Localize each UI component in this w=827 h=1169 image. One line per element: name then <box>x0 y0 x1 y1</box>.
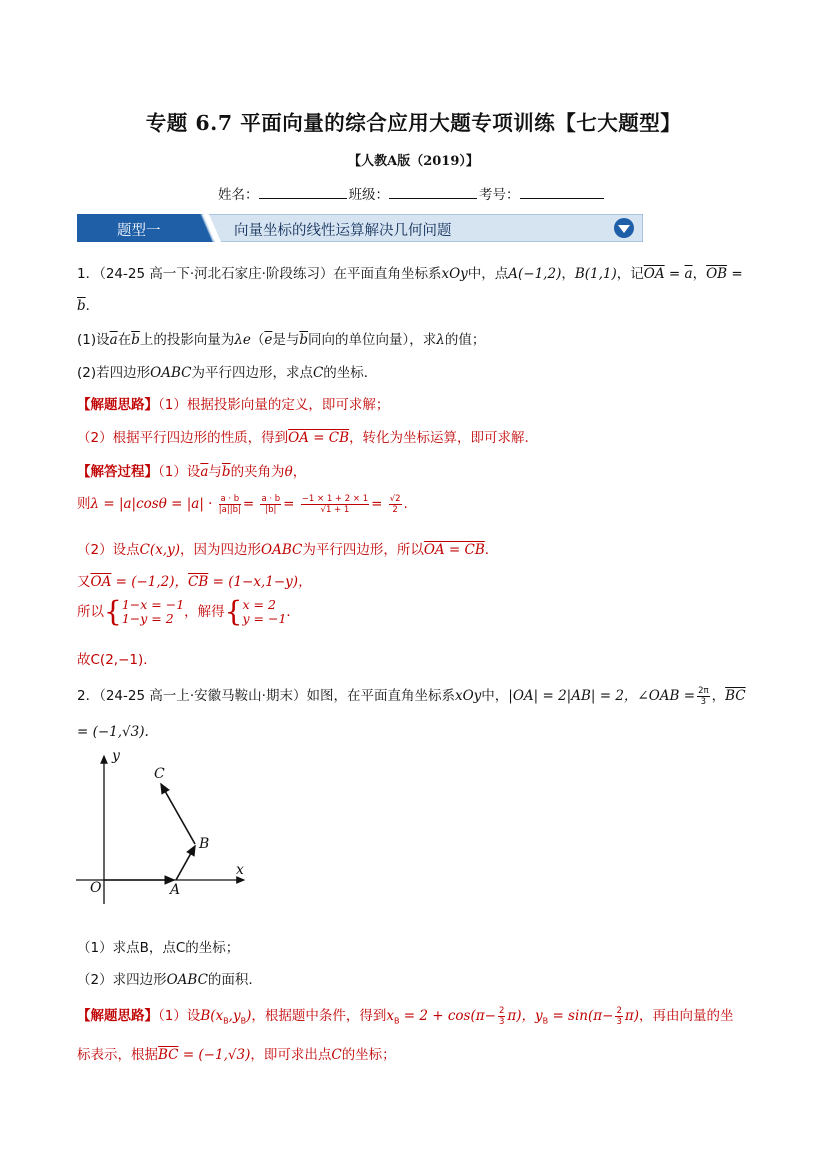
label-B: B <box>199 836 210 852</box>
name-label: 姓名： <box>218 187 259 203</box>
exam-label: 考号： <box>479 187 520 203</box>
section-banner <box>77 214 643 242</box>
q2-part2: （2）求四边形OABC的面积. <box>77 972 253 988</box>
q1-idea-line1: 【解题思路】（1）根据投影向量的定义，即可求解； <box>77 397 390 413</box>
q1-proc-line3: （2）设点C(x,y)，因为四边形OABC为平行四边形，所以OA = CB． <box>77 542 499 558</box>
q2-idea-line1: 【解题思路】（1）设$B(x_B,y_B)$，根据题中条件，得到$x_B = 2 + \cos(\pi-$ $\frac{2}{3}$ π)，$y_B = \sin(\pi-$ $\frac{2}{3}$ π)，再由向量的坐 <box>77 1005 734 1027</box>
q2-stem-line1: 2．（24-25 高一上·安徽马鞍山·期末）如图，在平面直角坐标系xOy中，|OA| = 2|AB| = 2，∠OAB = $\frac{2\pi}{3}$ ，$\overline{BC}$ <box>77 685 746 707</box>
q1-idea-line2: （2）根据平行四边形的性质，得到OA = CB，转化为坐标运算，即可求解. <box>77 430 529 446</box>
q1-part2: (2)若四边形OABC为平行四边形，求点C的坐标． <box>77 365 378 381</box>
student-info <box>218 183 606 203</box>
q2-idea-line2: 标表示，根据$\overline{BC} = (-1,√3)$，即可求出点C的坐标； <box>77 1047 396 1063</box>
class-blank[interactable] <box>389 184 477 199</box>
q1-part1: (1)设$\overline{a}$在$\overline{b}$上的投影向量为$\lambda e(\overline{e}$是与$\overline{b}$同向的单位向量），求λ的值； <box>77 332 486 348</box>
label-x: x <box>236 862 244 878</box>
page-title: 专题 6.7 平面向量的综合应用大题专项训练【七大题型】 <box>145 111 682 135</box>
banner-tag: 题型一 <box>117 223 161 239</box>
q1-proc-line4: 又$\overline{OA} = (-1,2)$，$\overline{CB} = (1-x,1-y)$， <box>77 574 312 590</box>
class-label: 班级： <box>348 187 389 203</box>
exam-blank[interactable] <box>520 184 604 199</box>
vector-BC <box>161 784 195 844</box>
label-O: O <box>90 880 102 896</box>
name-blank[interactable] <box>259 184 347 199</box>
q1-proc-line2: 则λ = |a|cosθ = |a| · $\frac{a \cdot b}{|a||b|}$ = $\frac{a \cdot b}{|b|}$ = $\frac{-1 \times 1 + 2 \times 1}{√1 + 1}$ = $\frac{√2}{2}$ . <box>77 493 408 515</box>
vector-AB <box>176 846 195 880</box>
q2-part1: （1）求点B，点C的坐标； <box>77 940 240 956</box>
q1-proc-line5: 所以{ 1−x = −1 1−y = 2 ，解得{ x = 2 y = −1 ． <box>77 595 300 628</box>
coordinate-figure <box>70 748 260 908</box>
collapse-icon[interactable] <box>613 217 635 243</box>
label-A: A <box>170 882 181 898</box>
q1-proc-line1: 【解答过程】（1）设$\overline{a}$与$\overline{b}$的夹角为θ， <box>77 464 307 480</box>
banner-topic: 向量坐标的线性运算解决几何问题 <box>234 223 452 239</box>
page-subtitle: 【人教A版（2019）】 <box>348 154 479 169</box>
q2-stem-line2: = (−1,√3). <box>77 724 149 740</box>
q1-stem-line2: $\overline{b}$． <box>77 298 100 314</box>
q1-stem-line1: 1．（24-25 高一下·河北石家庄·阶段练习）在平面直角坐标系xOy中，点A(−1,2)，B(1,1)，记$\overline{OA} = \overline{a}$，$\overline{OB}$ = <box>77 266 743 282</box>
q1-proc-line6: 故C(2,−1)． <box>77 652 157 668</box>
label-C: C <box>154 766 165 782</box>
label-y: y <box>112 748 120 764</box>
